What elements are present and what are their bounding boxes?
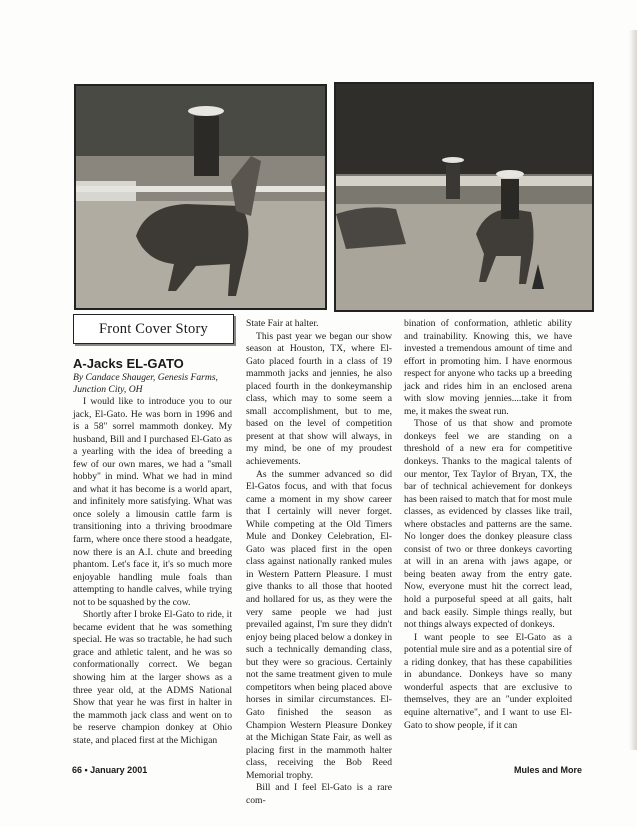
paragraph: This past year we began our show season at Houston, TX, where El-Gato placed fourth in a class of 19 mammoth jacks and jennies, he also placed fourth in the donkeymanship class, which may to some seem a small accomplishment, but to me, based on the level of competition present at that show will always, in my mind, be one of my proudest achievements. <box>246 330 392 468</box>
article-byline: By Candace Shauger, Genesis Farms, Junction City, OH <box>73 372 218 395</box>
left-photo <box>74 84 327 310</box>
paragraph: I would like to introduce you to our jack, El-Gato. He was born in 1996 and is a 58" sorrel mammoth donkey. My husband, Bill and I purchased El-Gato as a yearling with the idea of breeding a few of our own mares, we had a "small hobby" in mind. What we had in mind and what it has become is a world apart, and infinitely more satisfying. What was once solely a limousin cattle farm is transitioning into a thriving broodmare farm, where once there stood a headgate, now there is an A.I. chute and breeding phantom. Let's face it, it's so much more enjoyable handling mule foals than attempting to handle calves, while trying not to be squashed by the cow. <box>73 396 232 608</box>
article-column-3 <box>404 318 572 732</box>
article-headline: A-Jacks EL-GATO <box>73 356 184 371</box>
paragraph: As the summer advanced so did El-Gatos focus, and with that focus came a moment in my show career that I certainly will never forget. While competing at the Old Timers Mule and Donkey Celebration, El-Gato was placed first in the open class against nationally ranked mules in Western Pattern Pleasure. I must give thanks to all those that hooted and hollared for us, as they were the very same people we had just prevailed against, I'm sure they didn't enjoy being placed below a donkey in such a technically demanding class, but they were so gracious. Certainly not the same treatment given to mule competitors when being placed above horses in similar circumstances. El-Gato finished the season as Champion Western Pleasure Donkey at the Michigan State Fair, as well as placing first in the mammoth halter class, receiving the Bob Reed Memorial trophy. <box>246 468 392 781</box>
section-label: Front Cover Story <box>99 320 208 337</box>
section-box <box>73 314 234 344</box>
paragraph: I want people to see El-Gato as a potential mule sire and as a potential sire of a riding donkey, that has these capabilities in abundance. Donkeys have so many wonderful aspects that are exclusive to themselves, they are an "under exploited equine alternative", and I want to use El-Gato to show people, if it can <box>404 631 572 731</box>
page-footer-issue: 66 • January 2001 <box>72 765 148 775</box>
paragraph: Those of us that show and promote donkeys feel we are standing on a threshold of a new era for competitive donkeys. Thanks to the magical talents of our mentor, Tex Taylor of Bryan, TX, the bar of technical achievement for donkeys has been raised to match that for most mule classes, as evidenced by classes like trail, where obstacles and patterns are the same. No longer does the donkey pleasure class consist of two or three donkeys cavorting at will in an arena with jaws agape, or being beaten away from the entry gate. Now, everyone must hit the correct lead, hold a purposeful speed at all gaits, halt and back easily. Simple things really, but not things always expected of donkeys. <box>404 418 572 631</box>
paragraph: bination of conformation, athletic ability and trainability. Knowing this, we have invested a tremendous amount of time and effort in promoting him. I have enormous respect for anyone who tacks up a breeding jack and rides him in an enclosed arena with slow moving jennies....take it from me, it makes the sweat run. <box>404 318 572 417</box>
page-edge-shadow <box>629 30 637 750</box>
article-column-1 <box>73 396 232 747</box>
paragraph: Shortly after I broke El-Gato to ride, it became evident that he was something special. He was so tractable, he had such grace and athletic talent, and he was so conformationally correct. We began showing him at the larger shows as a three year old, at the ADMS National Show that year he was first in halter in the mammoth jack class and went on to be reserve champion donkey at Ohio state, and placed first at the Michigan <box>73 609 232 746</box>
page-footer-magazine: Mules and More <box>514 765 583 775</box>
article-column-2 <box>246 318 392 807</box>
right-photo <box>334 82 594 312</box>
paragraph: State Fair at halter. <box>246 318 319 329</box>
paragraph: Bill and I feel El-Gato is a rare com- <box>246 782 392 806</box>
